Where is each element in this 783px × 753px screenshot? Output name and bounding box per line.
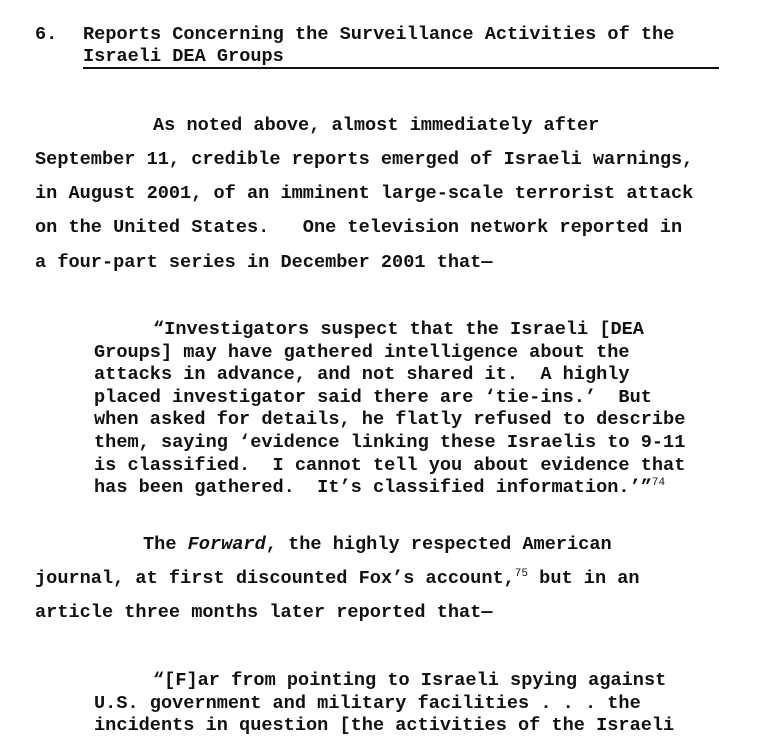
quote2-line-3: incidents in question [the activities of the Israeli xyxy=(94,715,675,736)
section-number: 6. xyxy=(35,24,58,45)
para2-line-1-pre: The xyxy=(143,534,188,555)
para1-line-5: a four-part series in December 2001 that— xyxy=(35,252,493,273)
heading-underline xyxy=(83,67,719,69)
section-title-line-1: Reports Concerning the Surveillance Activities of the xyxy=(83,24,675,45)
para1-line-1: As noted above, almost immediately after xyxy=(153,115,600,136)
quote1-line-2: Groups] may have gathered intelligence about the xyxy=(94,342,630,363)
quote1-line-8-text: has been gathered. It’s classified information.’” xyxy=(94,477,652,498)
footnote-ref-74[interactable]: 74 xyxy=(651,476,666,489)
para2-line-2 xyxy=(35,568,640,590)
quote1-line-1: “Investigators suspect that the Israeli [DEA xyxy=(153,319,644,340)
para2-line-2-post: but in an xyxy=(528,568,640,589)
quote1-line-7: is classified. I cannot tell you about evidence that xyxy=(94,455,686,476)
para2-line-2-pre: journal, at first discounted Fox’s account, xyxy=(35,568,515,589)
para2-line-1-post: , the highly respected American xyxy=(265,534,612,555)
quote1-line-6: them, saying ‘evidence linking these Israelis to 9-11 xyxy=(94,432,686,453)
footnote-ref-75[interactable]: 75 xyxy=(514,567,528,580)
section-title-line-2: Israeli DEA Groups xyxy=(83,46,284,67)
quote1-line-3: attacks in advance, and not shared it. A highly xyxy=(94,364,630,385)
quote1-line-8 xyxy=(94,477,665,500)
para1-line-3: in August 2001, of an imminent large-scale terrorist attack xyxy=(35,183,694,204)
quote1-line-5: when asked for details, he flatly refused to describe xyxy=(94,409,686,430)
para1-line-4: on the United States. One television network reported in xyxy=(35,217,683,238)
publication-title: Forward xyxy=(187,534,266,555)
quote2-line-2: U.S. government and military facilities . . . the xyxy=(94,693,641,714)
quote1-line-4: placed investigator said there are ‘tie-ins.’ But xyxy=(94,387,652,408)
quote2-line-1: “[F]ar from pointing to Israeli spying against xyxy=(153,670,667,691)
para2-line-3: article three months later reported that— xyxy=(35,602,493,623)
para2-line-1 xyxy=(143,534,612,556)
para1-line-2: September 11, credible reports emerged of Israeli warnings, xyxy=(35,149,694,170)
